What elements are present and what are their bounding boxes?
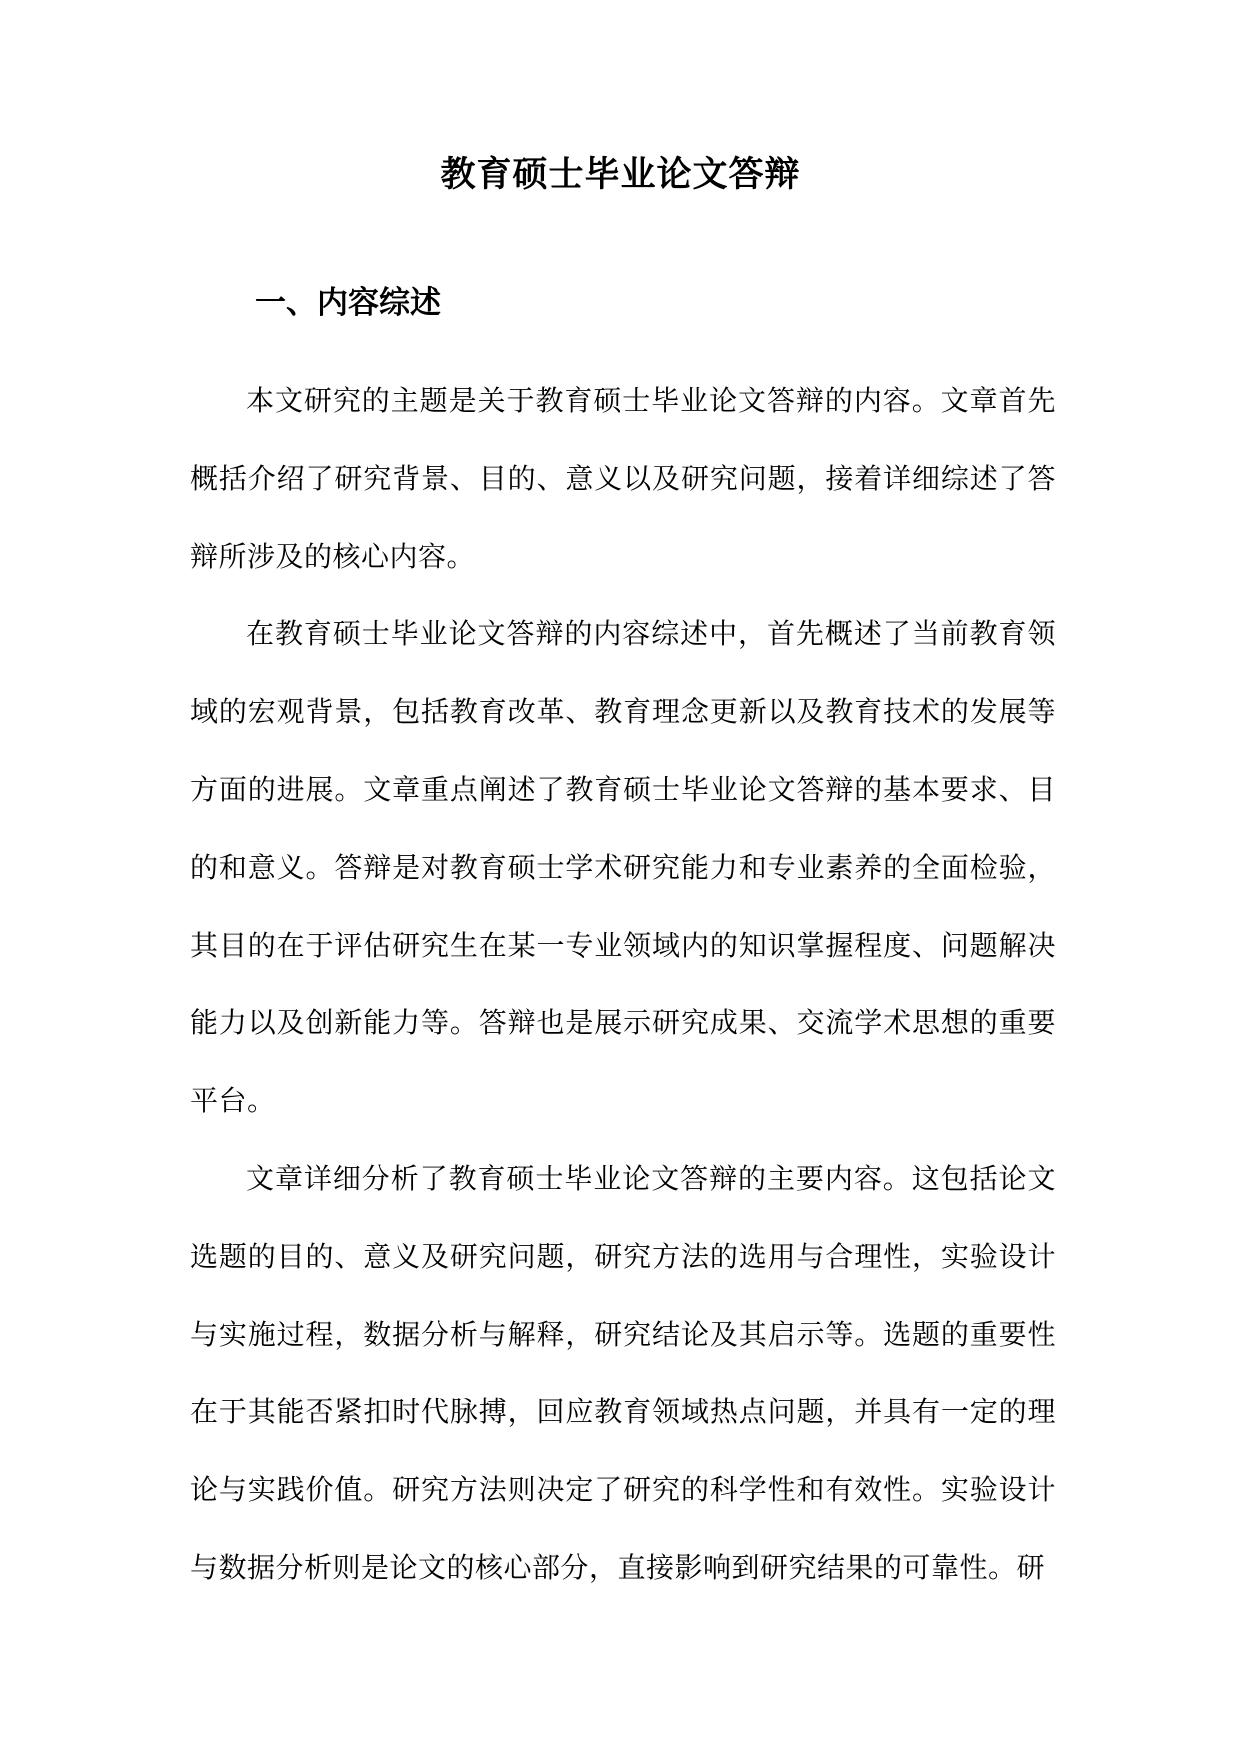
document-body	[190, 362, 1056, 1607]
section-heading: 一、内容综述	[255, 285, 441, 321]
body-paragraph: 本文研究的主题是关于教育硕士毕业论文答辩的内容。文章首先概括介绍了研究背景、目的、意义以及研究问题，接着详细综述了答辩所涉及的核心内容。	[190, 384, 1056, 573]
body-paragraph: 文章详细分析了教育硕士毕业论文答辩的主要内容。这包括论文选题的目的、意义及研究问题，研究方法的选用与合理性，实验设计与实施过程，数据分析与解释，研究结论及其启示等。选题的重要性在于其能否紧扣时代脉搏，回应教育领域热点问题，并具有一定的理论与实践价值。研究方法则决定了研究的科学性和有效性。实验设计与数据分析则是论文的核心部分，直接影响到研究结果的可靠性。研	[190, 1161, 1056, 1584]
body-paragraph: 在教育硕士毕业论文答辩的内容综述中，首先概述了当前教育领域的宏观背景，包括教育改革、教育理念更新以及教育技术的发展等方面的进展。文章重点阐述了教育硕士毕业论文答辩的基本要求、目的和意义。答辩是对教育硕士学术研究能力和专业素养的全面检验，其目的在于评估研究生在某一专业领域内的知识掌握程度、问题解决能力以及创新能力等。答辩也是展示研究成果、交流学术思想的重要平台。	[190, 617, 1056, 1118]
document-title: 教育硕士毕业论文答辩	[440, 155, 801, 195]
